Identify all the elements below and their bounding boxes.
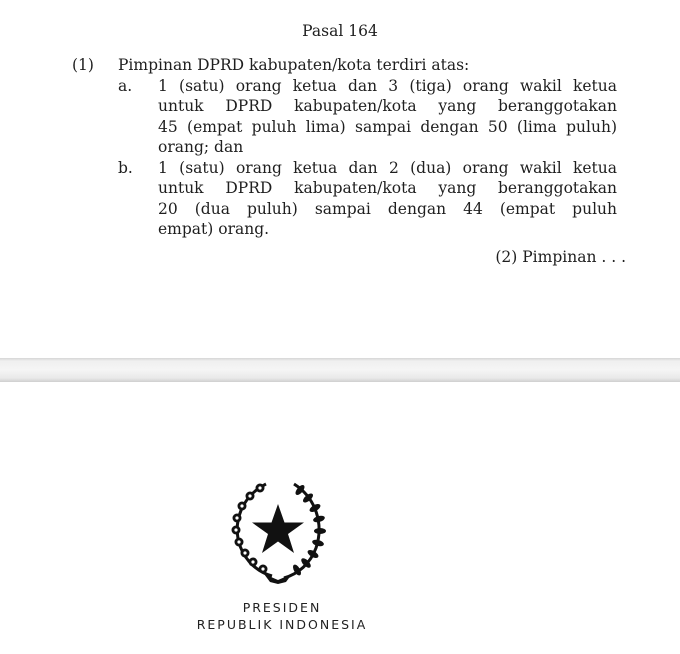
item-b-line-4: empat) orang. bbox=[158, 220, 270, 238]
letterhead-line-1: PRESIDEN bbox=[242, 600, 322, 615]
item-a-line-3: 45 (empat puluh lima) sampai dengan 50 (lima puluh) bbox=[158, 117, 617, 136]
item-a-line-4: orang; dan bbox=[158, 138, 244, 156]
clause-1-intro: Pimpinan DPRD kabupaten/kota terdiri atas: bbox=[118, 56, 470, 74]
pasal-title: Pasal 164 bbox=[302, 22, 378, 40]
continuation-marker: (2) Pimpinan . . . bbox=[495, 248, 626, 266]
item-a-line-1: 1 (satu) orang ketua dan 3 (tiga) orang wakil ketua bbox=[158, 76, 617, 95]
letterhead-line-2: REPUBLIK INDONESIA bbox=[196, 617, 368, 632]
garuda-star-emblem-icon bbox=[220, 474, 336, 586]
page-separator bbox=[0, 358, 680, 382]
clause-1-number: (1) bbox=[72, 56, 94, 74]
item-b-letter: b. bbox=[118, 158, 133, 177]
item-b-line-1: 1 (satu) orang ketua dan 2 (dua) orang wakil ketua bbox=[158, 158, 617, 177]
item-a-line-2: untuk DPRD kabupaten/kota yang beranggotakan bbox=[158, 97, 617, 115]
item-a-letter: a. bbox=[118, 76, 133, 95]
item-b-line-3: 20 (dua puluh) sampai dengan 44 (empat puluh bbox=[158, 199, 617, 218]
item-b-line-2: untuk DPRD kabupaten/kota yang beranggotakan bbox=[158, 179, 617, 197]
